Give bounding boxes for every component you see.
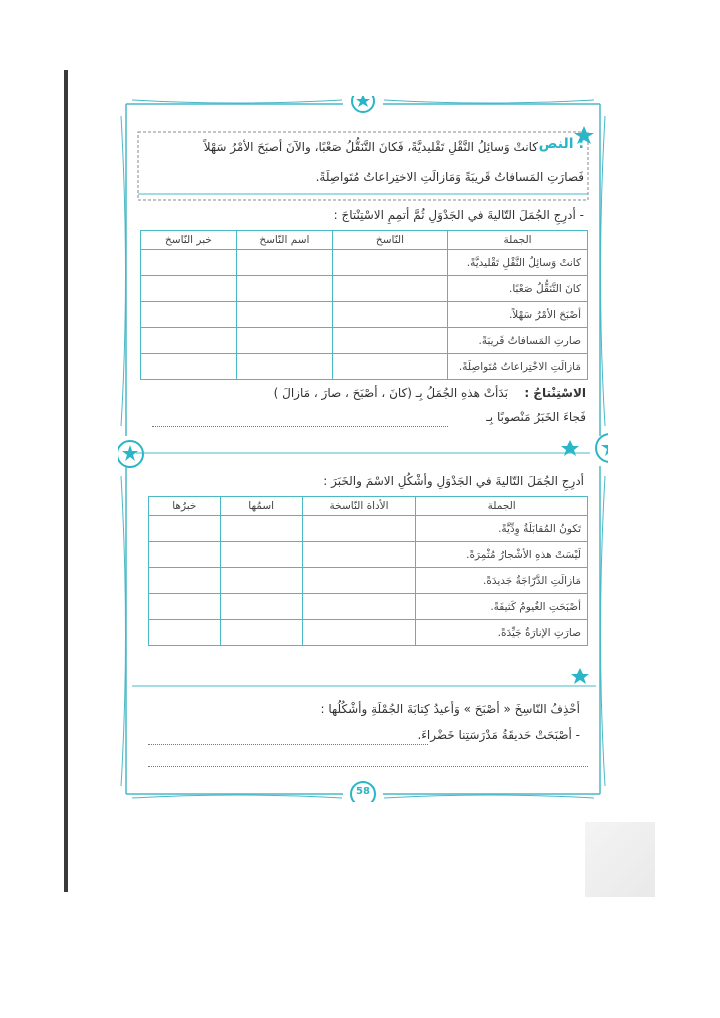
blank-cell[interactable] (332, 250, 447, 276)
table-row (141, 302, 588, 328)
blank-cell[interactable] (149, 594, 221, 620)
blank-cell[interactable] (332, 302, 447, 328)
blank-cell[interactable] (302, 568, 416, 594)
table-row (141, 250, 588, 276)
blank-cell[interactable] (141, 328, 237, 354)
blank-cell[interactable] (332, 354, 447, 380)
exercise3-sentence: - أصْبَحَتْ حَديقَةُ مَدْرَسَتِنا خَضْراءَ. (417, 728, 580, 742)
blank-cell[interactable] (236, 250, 332, 276)
blank-cell[interactable] (302, 620, 416, 646)
table-row (149, 594, 588, 620)
exercise1-table (140, 230, 588, 380)
blank-cell[interactable] (302, 594, 416, 620)
row-sentence: أصْبَحَ الأمْرُ سَهْلاً. (448, 302, 588, 328)
table-row (141, 328, 588, 354)
row-sentence: أصْبَحَتِ الغُيومُ كَثيفَةً. (416, 594, 588, 620)
blank-cell[interactable] (302, 516, 416, 542)
blank-cell[interactable] (302, 542, 416, 568)
row-sentence: كانَ التَّنَقُّلُ صَعْبًا. (448, 276, 588, 302)
blank-cell[interactable] (236, 276, 332, 302)
decorative-frame (118, 96, 608, 802)
row-sentence: تَكونُ المُقابَلَةُ وِدِّيَّةً. (416, 516, 588, 542)
table-row (141, 354, 588, 380)
blank-cell[interactable] (220, 542, 302, 568)
row-sentence: صارَتِ الإنارَةُ جَيِّدَةً. (416, 620, 588, 646)
blank-cell[interactable] (141, 250, 237, 276)
header-its-predicate: خبرُها (149, 497, 221, 516)
exercise3-answer-line[interactable] (148, 744, 428, 745)
text-label: النص : (538, 136, 584, 152)
blank-cell[interactable] (149, 568, 221, 594)
worksheet-page (118, 96, 608, 802)
header-sentence: الجملة (416, 497, 588, 516)
blank-cell[interactable] (149, 542, 221, 568)
blank-cell[interactable] (149, 516, 221, 542)
blank-cell[interactable] (332, 276, 447, 302)
table-row (141, 276, 588, 302)
scan-smudge (585, 822, 655, 897)
header-copula: النّاسخ (332, 231, 447, 250)
blank-cell[interactable] (220, 516, 302, 542)
exercise2-instruction: أدرِجِ الجُمَلَ التّاليةَ في الجَدْوَلِ وأشْكُلِ الاسْمَ والخَبَرَ : (323, 474, 584, 488)
blank-cell[interactable] (141, 354, 237, 380)
header-copula-predicate: خبر النّاسخ (141, 231, 237, 250)
exercise3-answer-line-2[interactable] (148, 766, 588, 767)
header-its-subject: اسمُها (220, 497, 302, 516)
exercise2-table (148, 496, 588, 646)
table-header-row (141, 231, 588, 250)
row-sentence: مَازالَتِ الدَّرّاجَةُ جَديدَةً. (416, 568, 588, 594)
conclusion-answer-line[interactable] (152, 426, 448, 427)
blank-cell[interactable] (236, 328, 332, 354)
blank-cell[interactable] (332, 328, 447, 354)
passage-line-1: كانتْ وَسائِلُ النَّقْلِ تَقْليديَّةً، فَكانَ التَّنَقُّلُ صَعْبًا، والآنَ أصبَحَ الأمْرُ سَهْلاً (203, 140, 538, 154)
blank-cell[interactable] (220, 620, 302, 646)
table-row (149, 568, 588, 594)
table-header-row (149, 497, 588, 516)
page-number: 58 (356, 786, 370, 797)
passage-line-2: فَصارَتِ المَسافاتُ قَريبَةً وَمَازالَتِ الاختِراعاتُ مُتَواصِلَةً. (315, 170, 584, 184)
table-row (149, 620, 588, 646)
blank-cell[interactable] (149, 620, 221, 646)
blank-cell[interactable] (141, 276, 237, 302)
exercise1-instruction: - أدرِجِ الجُمَلَ التّاليةَ في الجَدْوَلِ ثُمَّ أتمِمِ الاسْتِنْتاجَ : (333, 208, 584, 222)
blank-cell[interactable] (141, 302, 237, 328)
conclusion-line-1: بَدَأتْ هذهِ الجُمَلُ بِـ (كانَ ، أصْبَحَ ، صارَ ، مَازالَ ) (273, 386, 508, 400)
row-sentence: لَيْسَتْ هذهِ الأشْجارُ مُثْمِرَةً. (416, 542, 588, 568)
row-sentence: مَازالَتِ الاخْتِراعاتُ مُتَواصِلَةً. (448, 354, 588, 380)
table-row (149, 516, 588, 542)
row-sentence: كانتْ وَسائِلُ النَّقْلِ تَقْليديَّةً. (448, 250, 588, 276)
exercise3-instruction: أحْذِفُ النّاسِخَ « أصْبَحَ » وَأعيدُ كِتابَةَ الجُمْلَةِ وأشْكُلُها : (320, 702, 580, 716)
header-copula-subject: اسم النّاسخ (236, 231, 332, 250)
scan-edge-line (64, 70, 68, 892)
conclusion-label: الاسْتِنْتاجُ : (524, 386, 586, 400)
table-row (149, 542, 588, 568)
header-copula-tool: الأداة النّاسخة (302, 497, 416, 516)
row-sentence: صارتِ المَسافاتُ قَريبَةً. (448, 328, 588, 354)
blank-cell[interactable] (220, 568, 302, 594)
conclusion-line-2: فَجاءَ الخَبَرُ مَنْصوبًا بِـ (486, 410, 586, 424)
blank-cell[interactable] (220, 594, 302, 620)
blank-cell[interactable] (236, 354, 332, 380)
blank-cell[interactable] (236, 302, 332, 328)
header-sentence: الجملة (448, 231, 588, 250)
